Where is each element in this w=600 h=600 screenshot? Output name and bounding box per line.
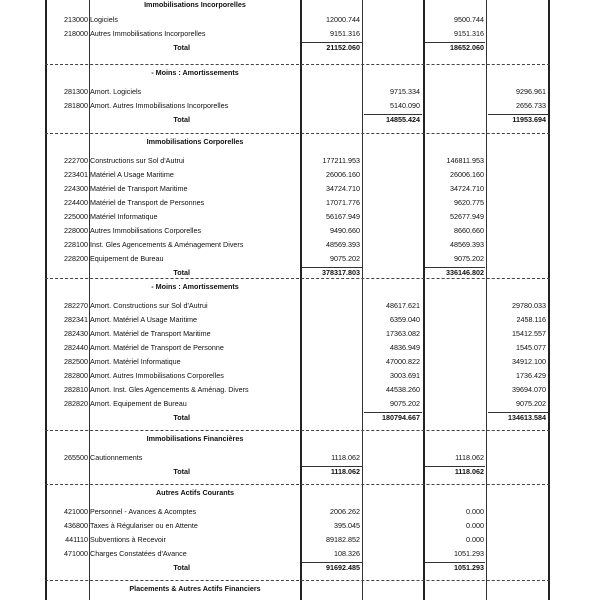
account-code: 282500 <box>64 357 88 366</box>
section-title: - Moins : Amortissements <box>151 282 239 291</box>
amount-c4: 15412.557 <box>512 328 546 338</box>
amount-c2: 17363.082 <box>386 328 420 338</box>
account-label: Constructions sur Sol d'Autrui <box>90 155 185 165</box>
section-separator <box>45 133 550 134</box>
amount-c1: 12000.744 <box>326 14 360 24</box>
account-code: 228100 <box>64 240 88 250</box>
section-title: Autres Actifs Courants <box>155 488 234 497</box>
account-code: 282270 <box>64 300 88 310</box>
account-label: Charges Constatées d'Avance <box>90 548 187 558</box>
total-label: Total <box>173 114 190 124</box>
column-divider-c4 <box>486 0 487 600</box>
amount-c4: 2458.116 <box>516 314 546 324</box>
account-code: 471000 <box>64 548 88 558</box>
total-amount-c3: 1051.293 <box>454 563 484 572</box>
total-amount-c2: 14855.424 <box>386 114 420 124</box>
account-code: 213000 <box>64 14 88 24</box>
amount-c1: 17071.776 <box>326 197 360 207</box>
total-amount-c3: 336146.802 <box>446 268 484 278</box>
total-amount-c3: 18652.060 <box>450 42 484 52</box>
amount-c1: 1118.062 <box>331 452 360 462</box>
amount-c1: 26006.160 <box>326 169 360 179</box>
account-code: 265500 <box>64 452 88 462</box>
section-separator <box>45 430 550 431</box>
total-rule <box>302 466 362 467</box>
account-code: 282341 <box>64 314 88 324</box>
total-rule <box>425 562 485 563</box>
account-label: Taxes à Régulariser ou en Attente <box>90 520 198 530</box>
amount-c4: 39694.070 <box>512 385 546 395</box>
amount-c3: 9500.744 <box>454 14 484 24</box>
total-amount-c1: 91692.485 <box>326 563 360 572</box>
amount-c4: 2656.733 <box>516 100 546 110</box>
section-title: Immobilisations Incorporelles <box>144 0 246 9</box>
total-rule <box>364 114 422 115</box>
amount-c4: 1545.077 <box>516 342 546 352</box>
account-code: 282820 <box>64 399 88 409</box>
total-amount-c4: 11953.694 <box>512 114 546 124</box>
account-label: Matériel A Usage Maritime <box>90 169 174 179</box>
amount-c2: 6359.040 <box>390 314 420 324</box>
account-label: Equipement de Bureau <box>90 254 164 264</box>
total-rule <box>488 114 548 115</box>
account-code: 436800 <box>64 520 88 530</box>
account-label: Autres Immobilisations Corporelles <box>90 226 202 236</box>
amount-c2: 48617.621 <box>386 300 420 310</box>
account-code: 282800 <box>64 371 88 381</box>
total-rule <box>302 562 362 563</box>
column-divider-c3 <box>423 0 425 600</box>
account-label: Amort. Constructions sur Sol d'Autrui <box>90 300 208 310</box>
amount-c3: 0.000 <box>466 506 484 516</box>
amount-c1: 9490.660 <box>330 226 360 236</box>
account-label: Autres Immobilisations Incorporelles <box>90 28 206 38</box>
total-label: Total <box>173 268 190 278</box>
account-code: 228000 <box>64 226 88 236</box>
section-separator <box>45 580 550 581</box>
amount-c3: 48569.393 <box>450 240 484 250</box>
amount-c1: 34724.710 <box>326 183 360 193</box>
section-separator <box>45 484 550 485</box>
account-code: 222700 <box>64 155 88 165</box>
account-code: 218000 <box>64 28 88 38</box>
total-label: Total <box>173 42 190 52</box>
account-label: Matériel de Transport Maritime <box>90 183 188 193</box>
amount-c4: 34912.100 <box>512 357 546 366</box>
amount-c3: 26006.160 <box>450 169 484 179</box>
amount-c3: 9620.775 <box>454 197 484 207</box>
total-rule <box>302 267 362 268</box>
account-label: Logiciels <box>90 14 118 24</box>
account-code: 281800 <box>64 100 88 110</box>
amount-c3: 9075.202 <box>454 254 484 264</box>
account-label: Amort. Matériel A Usage Maritime <box>90 314 198 324</box>
account-label: Amort. Equipement de Bureau <box>90 399 187 409</box>
amount-c3: 8660.660 <box>454 226 484 236</box>
total-rule <box>425 42 485 43</box>
account-code: 421000 <box>64 506 88 516</box>
account-code: 282810 <box>64 385 88 395</box>
amount-c3: 1118.062 <box>455 452 484 462</box>
account-label: Amort. Matériel de Transport Maritime <box>90 328 211 338</box>
amount-c4: 9075.202 <box>516 399 546 409</box>
account-code: 224400 <box>64 197 88 207</box>
total-rule <box>425 466 485 467</box>
amount-c4: 1736.429 <box>516 371 546 381</box>
section-title: Placements & Autres Actifs Financiers <box>129 584 261 593</box>
total-amount-c1: 378317.803 <box>322 268 360 278</box>
total-amount-c3: 1118.062 <box>454 466 484 476</box>
section-separator <box>45 64 550 65</box>
amount-c1: 2006.262 <box>330 506 360 516</box>
column-divider-c2 <box>362 0 363 600</box>
account-label: Matériel Informatique <box>90 212 158 221</box>
account-label: Subventions à Recevoir <box>90 534 166 544</box>
section-title: Immobilisations Financières <box>146 434 244 443</box>
total-rule <box>302 42 362 43</box>
amount-c2: 5140.090 <box>390 100 420 110</box>
total-rule <box>488 412 548 413</box>
total-label: Total <box>173 466 190 476</box>
account-code: 282430 <box>64 328 88 338</box>
account-label: Amort. Matériel Informatique <box>90 357 181 366</box>
amount-c1: 108.326 <box>334 548 360 558</box>
account-code: 223401 <box>64 169 88 179</box>
amount-c3: 0.000 <box>466 520 484 530</box>
amount-c1: 9075.202 <box>330 254 360 264</box>
section-separator <box>45 278 550 279</box>
total-amount-c2: 180794.667 <box>382 413 420 423</box>
account-label: Amort. Autres Immobilisations Incorporelles <box>90 100 229 110</box>
amount-c3: 52677.949 <box>450 212 484 221</box>
amount-c2: 9715.334 <box>390 86 420 96</box>
account-code: 441110 <box>65 534 88 544</box>
section-title: Immobilisations Corporelles <box>146 137 244 146</box>
amount-c1: 56167.949 <box>326 212 360 221</box>
amount-c2: 47000.822 <box>386 357 420 366</box>
total-rule <box>364 412 422 413</box>
account-label: Amort. Matériel de Transport de Personne <box>90 342 224 352</box>
table-border-right <box>548 0 550 600</box>
account-label: Amort. Logiciels <box>90 86 142 96</box>
amount-c2: 3003.691 <box>390 371 420 381</box>
amount-c1: 395.045 <box>334 520 360 530</box>
amount-c3: 146811.953 <box>446 155 484 165</box>
account-code: 225000 <box>64 212 88 221</box>
account-code: 281300 <box>64 86 88 96</box>
account-label: Inst. Gles Agencements & Aménagement Divers <box>90 240 244 250</box>
amount-c2: 9075.202 <box>390 399 420 409</box>
amount-c3: 9151.316 <box>454 28 484 38</box>
account-label: Cautionnements <box>90 452 143 462</box>
account-label: Amort. Inst. Gles Agencements & Aménag. Divers <box>90 385 249 395</box>
account-code: 224300 <box>64 183 88 193</box>
total-amount-c1: 1118.062 <box>330 466 360 476</box>
amount-c1: 9151.316 <box>330 28 360 38</box>
amount-c4: 29780.033 <box>512 300 546 310</box>
total-rule <box>425 267 485 268</box>
amount-c1: 48569.393 <box>326 240 360 250</box>
total-amount-c4: 134613.584 <box>508 413 546 423</box>
total-label: Total <box>173 563 190 572</box>
amount-c3: 34724.710 <box>450 183 484 193</box>
amount-c4: 9296.961 <box>516 86 546 96</box>
account-label: Personnel - Avances & Acomptes <box>90 506 197 516</box>
table-border-left <box>45 0 47 600</box>
account-code: 228200 <box>64 254 88 264</box>
amount-c1: 89182.852 <box>326 534 360 544</box>
account-code: 282440 <box>64 342 88 352</box>
amount-c3: 0.000 <box>466 534 484 544</box>
total-label: Total <box>173 413 190 423</box>
section-title: - Moins : Amortissements <box>151 68 239 77</box>
account-label: Amort. Autres Immobilisations Corporelles <box>90 371 224 381</box>
amount-c3: 1051.293 <box>454 548 484 558</box>
amount-c2: 4836.949 <box>390 342 420 352</box>
total-amount-c1: 21152.060 <box>326 42 360 52</box>
account-label: Matériel de Transport de Personnes <box>90 197 205 207</box>
amount-c2: 44538.260 <box>386 385 420 395</box>
amount-c1: 177211.953 <box>322 155 360 165</box>
